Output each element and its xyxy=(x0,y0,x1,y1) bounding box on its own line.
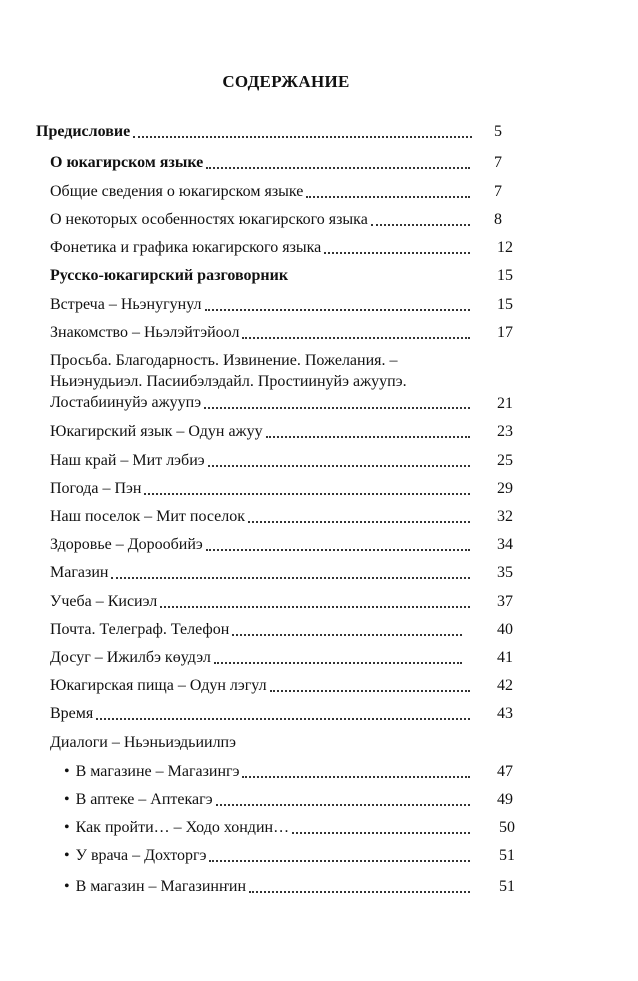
bullet-icon: • xyxy=(64,878,70,895)
toc-label-line-3: Лостабиинуйэ ажуупэ xyxy=(50,394,202,411)
toc-page-number: 21 xyxy=(497,395,513,412)
toc-subentry-in-shop[interactable] xyxy=(64,762,474,782)
toc-subentry-doctor[interactable] xyxy=(64,846,474,866)
toc-entry-post[interactable] xyxy=(50,620,466,640)
dot-leader xyxy=(242,329,470,339)
dot-leader xyxy=(160,598,470,608)
toc-label: Время xyxy=(50,705,94,722)
toc-entry-preface[interactable] xyxy=(36,122,476,142)
toc-label: Предисловие xyxy=(36,123,131,140)
toc-page-number: 23 xyxy=(497,423,513,440)
toc-entry-time[interactable] xyxy=(50,704,474,724)
toc-label: Русско-юкагирский разговорник xyxy=(50,267,289,284)
toc-entry-dialogues[interactable] xyxy=(50,733,236,753)
bullet-icon: • xyxy=(64,847,70,864)
toc-entry-general-info[interactable] xyxy=(50,182,474,202)
bullet-icon: • xyxy=(64,819,70,836)
toc-entry-weather[interactable] xyxy=(50,479,474,499)
dot-leader xyxy=(248,513,470,523)
dot-leader xyxy=(205,301,471,311)
dot-leader xyxy=(306,188,470,198)
toc-label: Юкагирский язык – Одун ажуу xyxy=(50,423,263,440)
toc-page-number: 8 xyxy=(494,211,502,228)
toc-page-number: 29 xyxy=(497,480,513,497)
toc-entry-meeting[interactable] xyxy=(50,295,474,315)
toc-label: Диалоги – Ньэньиэдьиилпэ xyxy=(50,734,236,751)
dot-leader xyxy=(206,159,470,169)
toc-page-number: 37 xyxy=(497,593,513,610)
toc-label: Магазин xyxy=(50,564,109,581)
dot-leader xyxy=(371,216,470,226)
toc-page-number: 15 xyxy=(497,267,513,284)
dot-leader xyxy=(204,399,470,409)
bullet-icon: • xyxy=(64,763,70,780)
toc-label: О некоторых особенностях юкагирского языка xyxy=(50,211,368,228)
toc-page-number: 47 xyxy=(497,763,513,780)
dot-leader xyxy=(133,128,472,138)
dot-leader xyxy=(206,541,470,551)
dot-leader xyxy=(209,852,470,862)
toc-label: Фонетика и графика юкагирского языка xyxy=(50,239,322,256)
toc-page-number: 50 xyxy=(499,819,515,836)
toc-page-number: 7 xyxy=(494,183,502,200)
toc-page-number: 7 xyxy=(494,154,502,171)
dot-leader xyxy=(216,796,470,806)
toc-label: В аптеке – Аптекагэ xyxy=(75,791,213,808)
dot-leader xyxy=(111,569,470,579)
toc-page-number: 5 xyxy=(494,123,502,140)
toc-label: В магазин – Магазинҥин xyxy=(75,878,247,895)
dot-leader xyxy=(324,244,470,254)
toc-entry-our-village[interactable] xyxy=(50,507,474,527)
toc-page-number: 49 xyxy=(497,791,513,808)
toc-page-number: 17 xyxy=(497,324,513,341)
dot-leader xyxy=(144,485,470,495)
toc-entry-health[interactable] xyxy=(50,535,474,555)
toc-label-line-2: Ньиэнудьиэл. Пасиибэлэдайл. Простиинуйэ ажуупэ. xyxy=(50,373,407,390)
toc-page-number: 51 xyxy=(499,847,515,864)
dot-leader xyxy=(242,768,470,778)
toc-subentry-directions[interactable] xyxy=(64,818,474,838)
dot-leader xyxy=(208,457,470,467)
dot-leader xyxy=(214,654,462,664)
toc-entry-features[interactable] xyxy=(50,210,474,230)
toc-page-number: 34 xyxy=(497,536,513,553)
toc-label: Наш поселок – Мит поселок xyxy=(50,508,245,525)
dot-leader xyxy=(266,428,470,438)
toc-label: Общие сведения о юкагирском языке xyxy=(50,183,304,200)
toc-label: Учеба – Кисиэл xyxy=(50,593,158,610)
toc-subentry-pharmacy[interactable] xyxy=(64,790,474,810)
toc-entry-shop[interactable] xyxy=(50,563,474,583)
toc-page-number: 42 xyxy=(497,677,513,694)
toc-entry-about-language[interactable] xyxy=(50,153,474,173)
toc-page-number: 51 xyxy=(499,878,515,895)
toc-page-number: 32 xyxy=(497,508,513,525)
toc-label: Как пройти… – Ходо хондин… xyxy=(75,819,290,836)
toc-label: У врача – Дохторгэ xyxy=(75,847,207,864)
toc-entry-study[interactable] xyxy=(50,592,474,612)
toc-page-number: 40 xyxy=(497,621,513,638)
toc-page-number: 41 xyxy=(497,649,513,666)
toc-label: Встреча – Ньэнугунул xyxy=(50,296,202,313)
bullet-icon: • xyxy=(64,791,70,808)
dot-leader xyxy=(232,626,462,636)
dot-leader xyxy=(270,682,470,692)
toc-label: Юкагирская пища – Одун лэгул xyxy=(50,677,267,694)
toc-entry-phonetics[interactable] xyxy=(50,238,474,258)
toc-label: В магазине – Магазингэ xyxy=(75,763,240,780)
toc-label: О юкагирском языке xyxy=(50,154,204,171)
toc-page-number: 12 xyxy=(497,239,513,256)
toc-label: Здоровье – Дорообийэ xyxy=(50,536,203,553)
toc-page-number: 43 xyxy=(497,705,513,722)
dot-leader xyxy=(292,824,470,834)
toc-label: Знакомство – Ньэлэйтэйоол xyxy=(50,324,240,341)
toc-page-number: 35 xyxy=(497,564,513,581)
toc-label: Наш край – Мит лэбиэ xyxy=(50,452,205,469)
toc-label: Почта. Телеграф. Телефон xyxy=(50,621,230,638)
toc-label-line-1: Просьба. Благодарность. Извинение. Пожелания. – xyxy=(50,352,398,369)
toc-entry-acquaintance[interactable] xyxy=(50,323,474,343)
toc-entry-food[interactable] xyxy=(50,676,474,696)
toc-entry-leisure[interactable] xyxy=(50,648,466,668)
dot-leader xyxy=(96,710,470,720)
toc-page-number: 15 xyxy=(497,296,513,313)
toc-entry-phrasebook[interactable] xyxy=(50,266,288,286)
dot-leader xyxy=(249,883,470,893)
page-title: СОДЕРЖАНИЕ xyxy=(222,72,350,91)
toc-entry-yukaghir-language[interactable] xyxy=(50,422,474,442)
toc-page-number: 25 xyxy=(497,452,513,469)
toc-entry-our-land[interactable] xyxy=(50,451,474,471)
toc-subentry-to-shop[interactable] xyxy=(64,877,474,897)
toc-entry-requests[interactable] xyxy=(50,351,474,413)
toc-label: Досуг – Ижилбэ көудэл xyxy=(50,649,211,666)
toc-label: Погода – Пэн xyxy=(50,480,142,497)
